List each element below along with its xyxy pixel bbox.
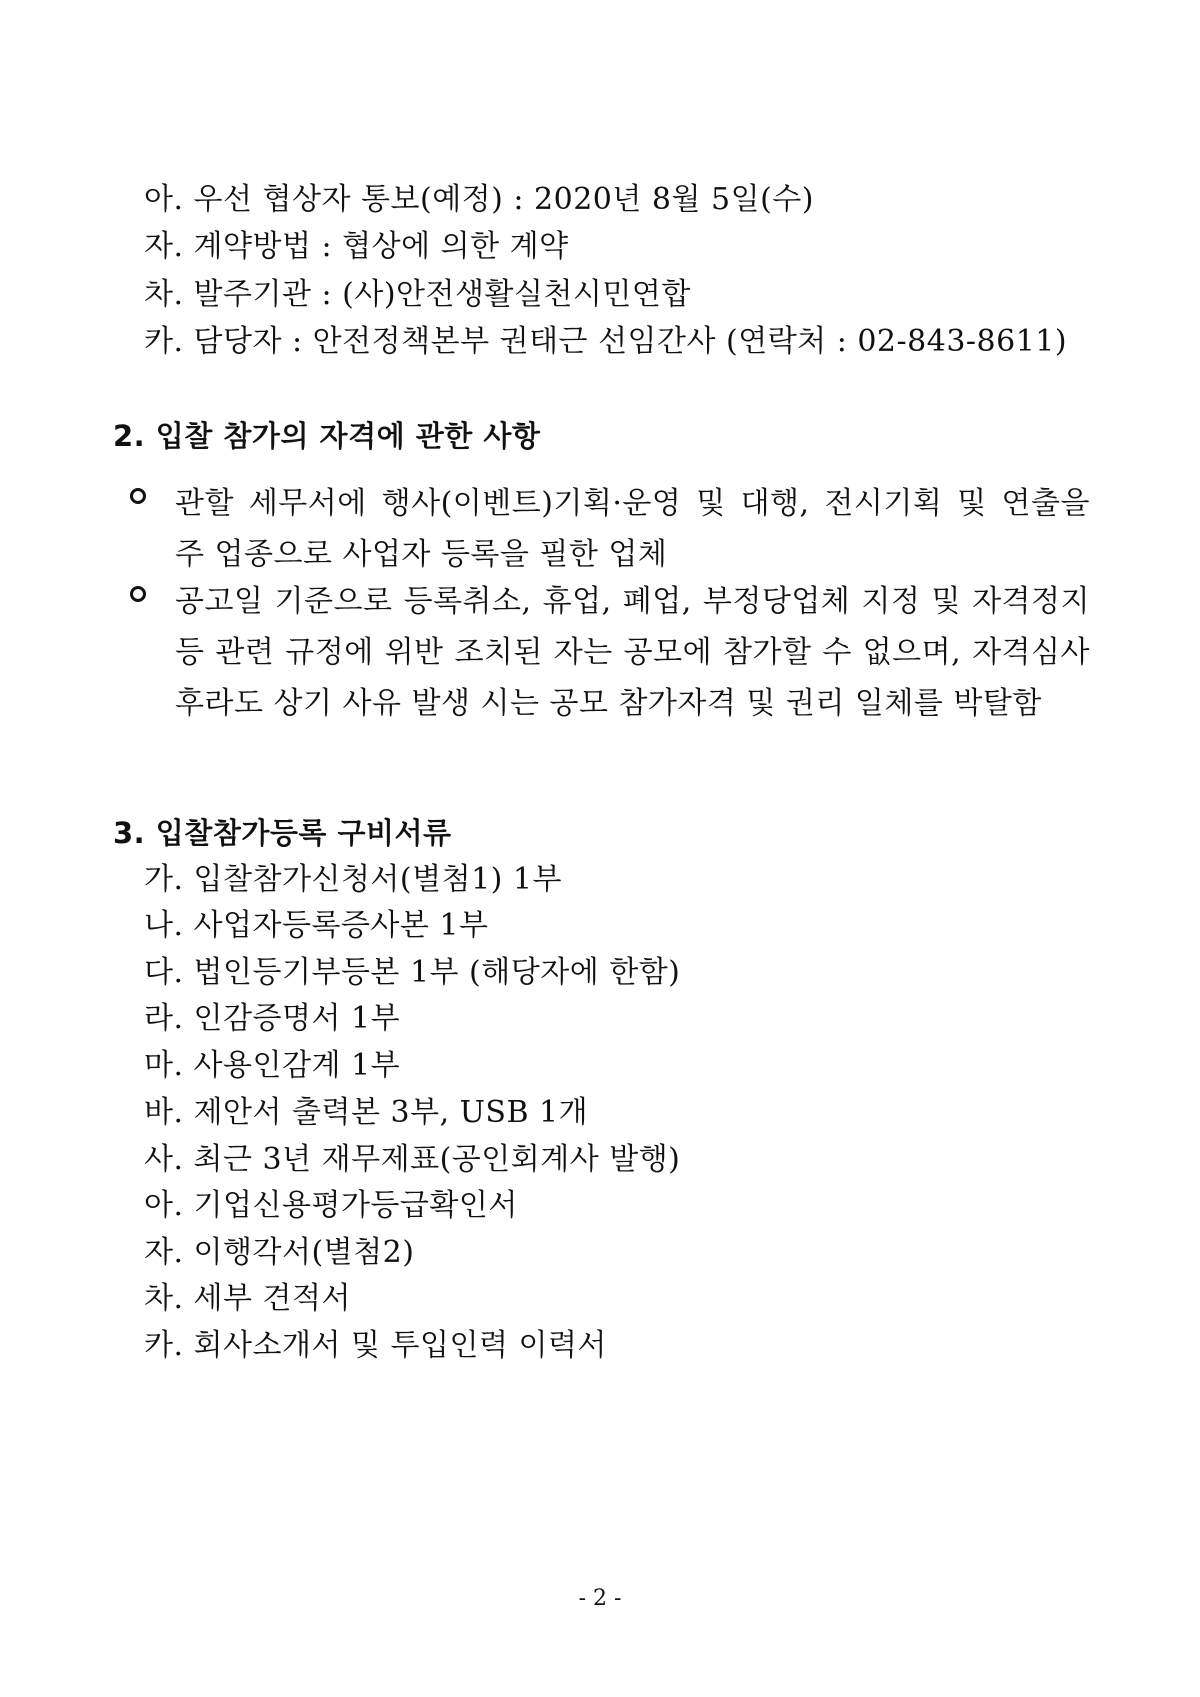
section1-item-a: 아. 우선 협상자 통보(예정) : 2020년 8월 5일(수) — [144, 182, 814, 217]
section3-item: 바. 제안서 출력본 3부, USB 1개 — [144, 1095, 589, 1130]
circle-bullet-icon — [130, 586, 146, 602]
section3-heading: 3. 입찰참가등록 구비서류 — [113, 816, 452, 850]
section3-item: 마. 사용인감계 1부 — [144, 1048, 401, 1083]
section3-item: 카. 회사소개서 및 투입인력 이력서 — [144, 1328, 607, 1363]
page-number: - 2 - — [578, 1586, 622, 1611]
section3-item: 다. 법인등기부등본 1부 (해당자에 한함) — [144, 955, 681, 990]
section3-item: 라. 인감증명서 1부 — [144, 1001, 401, 1036]
section2-bullet-2 — [130, 576, 1090, 729]
section3-item: 나. 사업자등록증사본 1부 — [144, 908, 489, 943]
section2-bullet-1-text: 관할 세무서에 행사(이벤트)기획·운영 및 대행, 전시기획 및 연출을 주 업종으로 사업자 등록을 필한 업체 — [175, 486, 1090, 572]
section3-item: 가. 입찰참가신청서(별첨1) 1부 — [144, 862, 562, 897]
section3-item: 사. 최근 3년 재무제표(공인회계사 발행) — [144, 1142, 681, 1177]
section3-item: 차. 세부 견적서 — [144, 1281, 351, 1316]
section1-item-ja: 자. 계약방법 : 협상에 의한 계약 — [144, 229, 569, 264]
section1-item-cha: 차. 발주기관 : (사)안전생활실천시민연합 — [144, 277, 691, 312]
section3-item: 아. 기업신용평가등급확인서 — [144, 1188, 518, 1223]
section2-bullet-2-text: 공고일 기준으로 등록취소, 휴업, 폐업, 부정당업체 지정 및 자격정지 등 관련 규정에 위반 조치된 자는 공모에 참가할 수 없으며, 자격심사 후라도 상기 사유 발생 시는 공모 참가자격 및 권리 일체를 박탈함 — [175, 584, 1090, 721]
section2-heading: 2. 입찰 참가의 자격에 관한 사항 — [113, 419, 541, 453]
section2-bullet-1 — [130, 478, 1090, 580]
section1-item-ka: 카. 담당자 : 안전정책본부 권태근 선임간사 (연락처 : 02-843-8611) — [144, 324, 1068, 359]
circle-bullet-icon — [130, 488, 146, 504]
section3-item: 자. 이행각서(별첨2) — [144, 1235, 415, 1270]
